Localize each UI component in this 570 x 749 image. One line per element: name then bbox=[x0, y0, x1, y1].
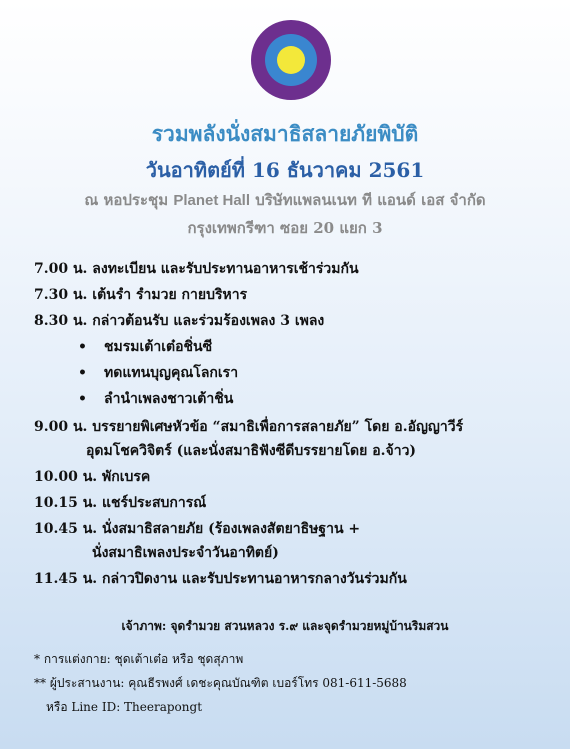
venue-prefix: ณ หอประชุม bbox=[84, 191, 174, 209]
song-label: ชมรมเต้าเต๋อชิ่นซี bbox=[104, 339, 213, 355]
line-id-note: หรือ Line ID: Theerapongt bbox=[46, 700, 203, 714]
schedule-item-0830: 8.30 น. กล่าวต้อนรับ และร่วมร้องเพลง 3 เพลง bbox=[34, 313, 325, 329]
schedule-item-1015: 10.15 น. แชร์ประสบการณ์ bbox=[34, 495, 207, 511]
schedule-item-0730: 7.30 น. เต้นรำ รำมวย กายบริหาร bbox=[34, 287, 248, 303]
bullet-icon: • bbox=[78, 391, 87, 407]
event-date: วันอาทิตย์ที่ 16 ธันวาคม 2561 bbox=[145, 158, 425, 182]
song-item bbox=[78, 388, 233, 410]
schedule-item-1045-cont: นั่งสมาธิเพลงประจำวันอาทิตย์) bbox=[92, 545, 279, 561]
schedule-item-0900: 9.00 น. บรรยายพิเศษหัวข้อ “สมาธิเพื่อการสลายภัย” โดย อ.อัญญาวีร์ bbox=[34, 419, 464, 435]
schedule-item-1000: 10.00 น. พักเบรค bbox=[34, 469, 151, 485]
dress-code-note: * การแต่งกาย: ชุดเต้าเต๋อ หรือ ชุดสุภาพ bbox=[34, 652, 244, 666]
schedule-item-1145: 11.45 น. กล่าวปิดงาน และรับประทานอาหารกลางวันร่วมกัน bbox=[34, 571, 407, 587]
event-venue bbox=[0, 188, 570, 212]
schedule-item-1045: 10.45 น. นั่งสมาธิสลายภัย (ร้องเพลงสัตยาธิษฐาน + bbox=[34, 521, 361, 537]
venue-suffix: บริษัทแพลนเนท ที แอนด์ เอส จำกัด bbox=[250, 191, 486, 209]
concentric-circle-logo-icon bbox=[251, 20, 331, 100]
host-line: เจ้าภาพ: จุดรำมวย สวนหลวง ร.๙ และจุดรำมวยหมู่บ้านริมสวน bbox=[121, 619, 449, 633]
bullet-icon: • bbox=[78, 339, 87, 355]
bullet-icon: • bbox=[78, 365, 87, 381]
event-title: รวมพลังนั่งสมาธิสลายภัยพิบัติ bbox=[151, 121, 419, 146]
coordinator-note: ** ผู้ประสานงาน: คุณธีรพงศ์ เดชะคุณบัณฑิต เบอร์โทร 081-611-5688 bbox=[34, 676, 407, 690]
schedule-item-0700: 7.00 น. ลงทะเบียน และรับประทานอาหารเช้าร่วมกัน bbox=[34, 261, 359, 277]
schedule-item-0900-cont: อุดมโชควิจิตร์ (และนั่งสมาธิฟังซีดีบรรยายโดย อ.จ้าว) bbox=[86, 443, 417, 459]
song-label: ลำนำเพลงชาวเต้าชิ่น bbox=[104, 391, 234, 407]
song-label: ทดแทนบุญคุณโลกเรา bbox=[104, 365, 239, 381]
event-location: กรุงเทพกรีฑา ซอย 20 แยก 3 bbox=[187, 219, 383, 237]
song-item bbox=[78, 336, 212, 358]
venue-hall: Planet Hall bbox=[173, 192, 251, 209]
song-item bbox=[78, 362, 238, 384]
